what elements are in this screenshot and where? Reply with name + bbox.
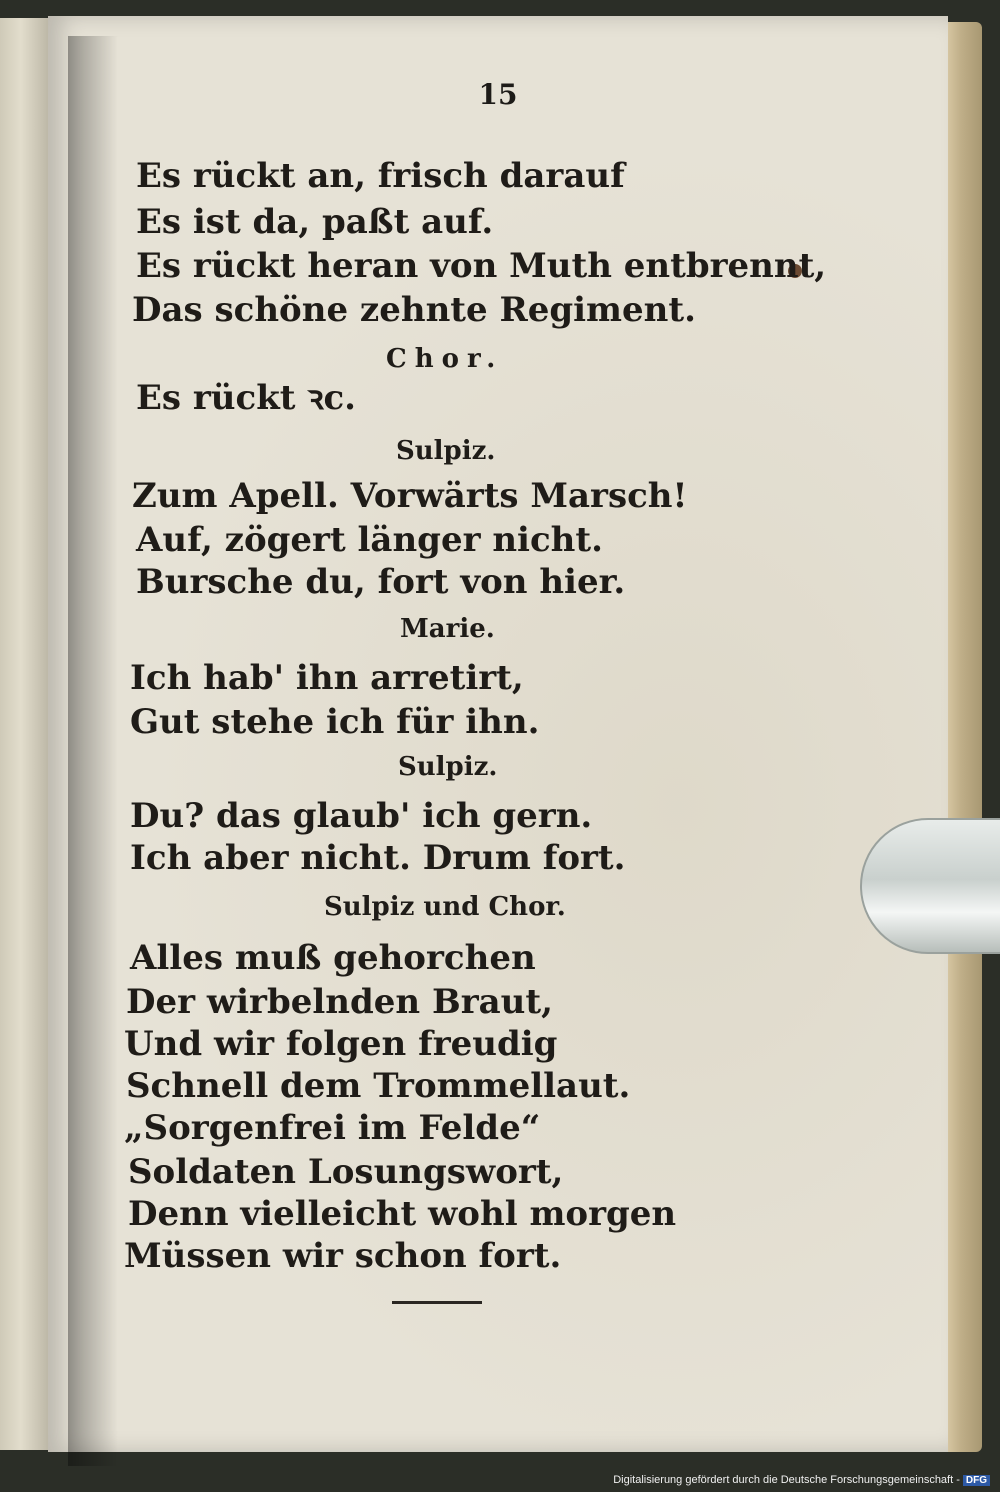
dfg-logo: DFG — [963, 1475, 990, 1486]
verse-line: Auf, zögert länger nicht. — [136, 520, 603, 560]
verse-line: Gut stehe ich für ihn. — [130, 702, 540, 742]
verse-line: Es rückt heran von Muth entbrennt, — [136, 246, 827, 286]
verse-line: „Sorgenfrei im Felde“ — [124, 1108, 541, 1148]
verse-line: Und wir folgen freudig — [124, 1024, 558, 1064]
verse-line: Es ist da, paßt auf. — [136, 202, 494, 242]
verse-line: Es rückt an, frisch darauf — [136, 156, 625, 196]
verse-line: Das schöne zehnte Regiment. — [132, 290, 696, 330]
verse-line: Es rückt ꝛc. — [136, 378, 356, 418]
speaker-label: Sulpiz. — [398, 752, 498, 782]
verse-line: Soldaten Losungswort, — [128, 1152, 564, 1192]
credit-text: Digitalisierung gefördert durch die Deutsche Forschungsgemeinschaft - — [613, 1474, 960, 1486]
verse-line: Denn vielleicht wohl morgen — [128, 1194, 677, 1234]
page-clip — [860, 818, 1000, 954]
verse-line: Zum Apell. Vorwärts Marsch! — [132, 476, 688, 516]
verse-line: Müssen wir schon fort. — [124, 1236, 562, 1276]
page-number: 15 — [478, 78, 518, 111]
verse-line: Bursche du, fort von hier. — [136, 562, 626, 602]
verse-line: Schnell dem Trommellaut. — [126, 1066, 631, 1106]
verse-line: Ich aber nicht. Drum fort. — [130, 838, 626, 878]
end-rule — [392, 1301, 482, 1304]
verse-line: Alles muß gehorchen — [130, 938, 536, 978]
speaker-label: Sulpiz. — [396, 436, 496, 466]
left-page-edge — [0, 18, 52, 1450]
speaker-label: Chor. — [386, 344, 504, 374]
speaker-label: Marie. — [400, 614, 495, 644]
verse-line: Du? das glaub' ich gern. — [130, 796, 593, 836]
book-page — [48, 16, 948, 1452]
digitization-credit — [613, 1474, 990, 1486]
page-text — [48, 16, 948, 1416]
verse-line: Der wirbelnden Braut, — [126, 982, 553, 1022]
verse-line: Ich hab' ihn arretirt, — [130, 658, 524, 698]
speaker-label: Sulpiz und Chor. — [324, 892, 566, 922]
